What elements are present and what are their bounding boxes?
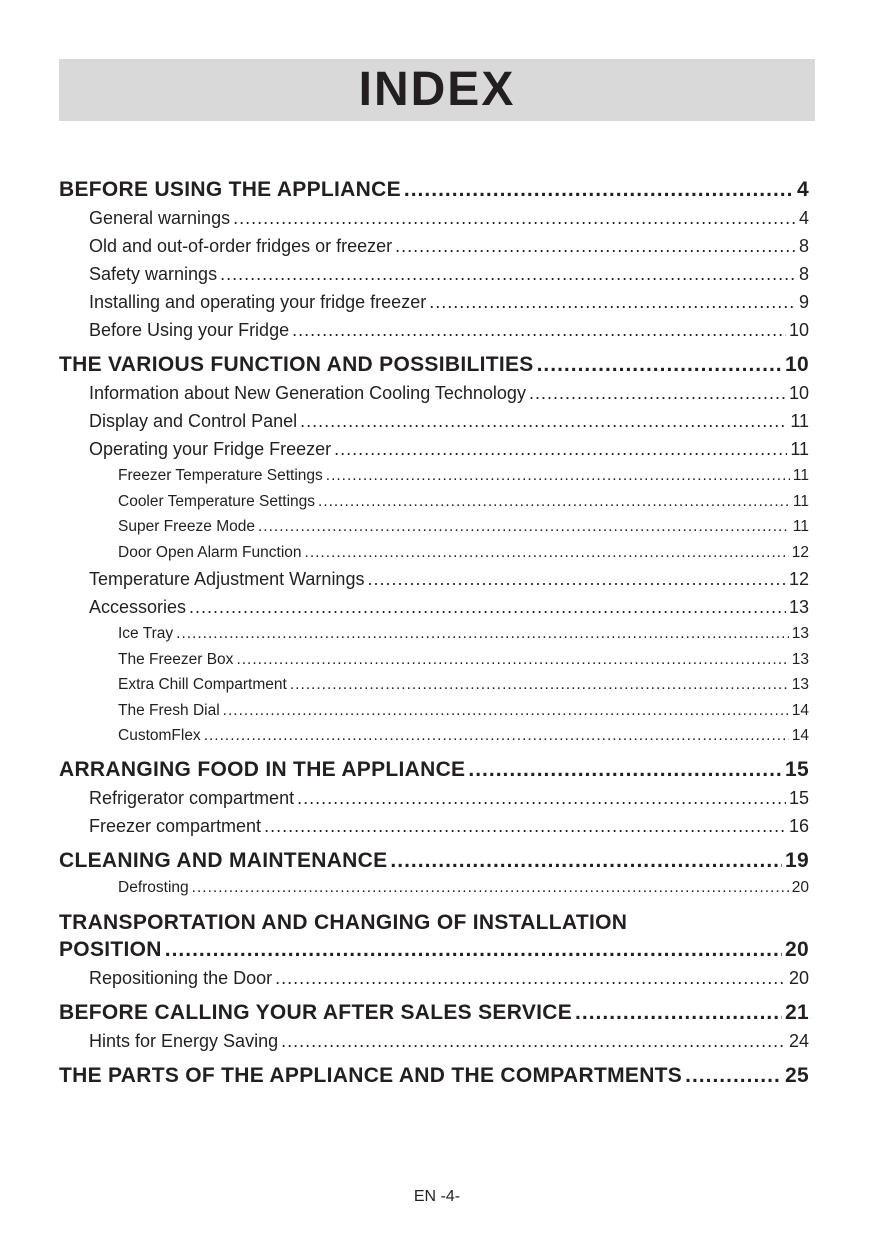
toc-entry[interactable]	[59, 379, 809, 407]
toc-entry-label: THE PARTS OF THE APPLIANCE AND THE COMPARTMENTS	[59, 1064, 683, 1087]
toc-entry-page: 15	[785, 757, 809, 781]
toc-entry[interactable]	[59, 232, 809, 260]
dot-leader	[305, 540, 789, 566]
toc-entry-label: Information about New Generation Cooling Technology	[89, 383, 526, 403]
toc-entry[interactable]	[59, 351, 809, 379]
toc-entry[interactable]	[59, 260, 809, 288]
toc-entry[interactable]	[59, 435, 809, 463]
dot-leader	[395, 232, 796, 260]
dot-leader	[367, 565, 786, 593]
toc-entry-page: 15	[788, 787, 809, 808]
toc-entry[interactable]	[59, 756, 809, 784]
page-title: INDEX	[358, 63, 516, 116]
toc-entry-page: 10	[788, 383, 809, 403]
toc-entry-label: BEFORE USING THE APPLIANCE	[59, 178, 401, 201]
toc-entry[interactable]	[59, 489, 809, 515]
toc-entry-label: Cooler Temperature Settings	[118, 492, 316, 510]
dot-leader	[290, 672, 789, 698]
toc-entry-label: Operating your Fridge Freezer	[89, 439, 332, 459]
toc-entry-label: POSITION	[59, 938, 162, 961]
toc-entry-label: Accessories	[89, 597, 187, 617]
toc-entry[interactable]	[59, 647, 809, 673]
toc-entry[interactable]	[59, 1062, 809, 1090]
toc-entry-page: 16	[788, 815, 809, 836]
toc-entry-label: Installing and operating your fridge freezer	[89, 292, 427, 312]
toc-entry[interactable]	[59, 723, 809, 749]
toc-entry[interactable]	[59, 964, 809, 992]
toc-entry-page: 11	[790, 439, 809, 459]
toc-entry[interactable]	[59, 812, 809, 840]
toc-entry-page: 20	[791, 878, 809, 896]
toc-entry-page: 25	[785, 1064, 809, 1087]
toc-entry-page: 14	[791, 701, 809, 719]
toc-entry-label: Temperature Adjustment Warnings	[89, 569, 365, 589]
toc-entry[interactable]	[59, 1027, 809, 1055]
toc-entry-label: The Freezer Box	[118, 650, 234, 668]
dot-leader	[318, 489, 790, 515]
toc-entry[interactable]	[59, 999, 809, 1027]
toc-entry-label: Safety warnings	[89, 264, 218, 284]
toc-entry-label: CLEANING AND MAINTENANCE	[59, 848, 388, 872]
toc-entry[interactable]	[59, 698, 809, 724]
toc-entry-label: CustomFlex	[118, 727, 201, 744]
dot-leader	[292, 316, 786, 344]
dot-leader	[189, 593, 786, 621]
toc-entry[interactable]	[59, 514, 809, 540]
toc-entry-page: 12	[788, 569, 809, 589]
toc-entry-label: Repositioning the Door	[89, 968, 273, 988]
toc-entry[interactable]	[59, 593, 809, 621]
toc-entry-label: Freezer Temperature Settings	[118, 467, 323, 484]
toc-entry-page: 11	[792, 467, 809, 484]
toc-entry[interactable]	[59, 875, 809, 901]
toc-entry[interactable]	[59, 316, 809, 344]
toc-entry-label: BEFORE CALLING YOUR AFTER SALES SERVICE	[59, 1001, 573, 1024]
toc-entry-page: 13	[791, 650, 809, 668]
toc-entry-label: The Fresh Dial	[118, 701, 220, 719]
dot-leader	[233, 204, 796, 232]
dot-leader	[326, 463, 790, 489]
dot-leader	[404, 176, 794, 204]
dot-leader	[281, 1027, 786, 1055]
dot-leader	[264, 812, 786, 840]
toc-entry-label: Ice Tray	[118, 625, 174, 642]
dot-leader	[529, 379, 786, 407]
toc-entry-page: 8	[798, 236, 809, 256]
toc-entry-label: Defrosting	[118, 878, 189, 896]
toc-entry-page: 10	[785, 353, 809, 376]
dot-leader	[223, 698, 789, 724]
toc-entry[interactable]	[59, 784, 809, 812]
toc-entry-page: 11	[792, 492, 809, 510]
toc-entry-label: Freezer compartment	[89, 815, 262, 836]
toc-entry-label: Old and out-of-order fridges or freezer	[89, 236, 393, 256]
toc-entry[interactable]	[59, 847, 809, 875]
dot-leader	[390, 847, 782, 875]
toc-entry-page: 4	[797, 178, 809, 201]
toc-entry-page: 13	[791, 676, 809, 693]
toc-entry-label: THE VARIOUS FUNCTION AND POSSIBILITIES	[59, 353, 534, 376]
toc-entry-page: 11	[790, 411, 809, 431]
toc-entry-label: Extra Chill Compartment	[118, 676, 287, 693]
dot-leader	[236, 647, 788, 673]
dot-leader	[468, 756, 782, 784]
dot-leader	[334, 435, 787, 463]
index-title-bar	[59, 59, 815, 121]
toc-entry[interactable]	[59, 621, 809, 647]
toc-entry-page: 13	[788, 597, 809, 617]
dot-leader	[176, 621, 789, 647]
toc-entry[interactable]	[59, 407, 809, 435]
toc-entry-label-line1: TRANSPORTATION AND CHANGING OF INSTALLATION	[59, 911, 628, 934]
toc-entry-label: ARRANGING FOOD IN THE APPLIANCE	[59, 757, 466, 781]
toc-entry[interactable]	[59, 204, 809, 232]
toc-entry-page: 24	[788, 1031, 809, 1051]
dot-leader	[300, 407, 787, 435]
toc-entry-page: 12	[791, 543, 809, 561]
dot-leader	[297, 784, 786, 812]
dot-leader	[165, 936, 782, 964]
dot-leader	[258, 514, 790, 540]
dot-leader	[575, 999, 782, 1027]
toc-entry-label: Refrigerator compartment	[89, 787, 295, 808]
toc-entry-label: General warnings	[89, 208, 231, 228]
toc-entry-label: Super Freeze Mode	[118, 518, 255, 535]
toc-entry[interactable]	[59, 672, 809, 698]
toc-entry-label: Hints for Energy Saving	[89, 1031, 279, 1051]
toc-entry-page: 10	[788, 320, 809, 340]
dot-leader	[685, 1062, 782, 1090]
dot-leader	[192, 875, 789, 901]
table-of-contents	[59, 172, 809, 1090]
toc-entry	[59, 936, 809, 964]
toc-entry-page: 8	[798, 264, 809, 284]
toc-entry-label: Display and Control Panel	[89, 411, 298, 431]
toc-entry-label: Door Open Alarm Function	[118, 543, 302, 561]
toc-entry-page: 21	[785, 1001, 809, 1024]
dot-leader	[220, 260, 796, 288]
toc-entry-page: 13	[791, 625, 809, 642]
dot-leader	[537, 351, 782, 379]
dot-leader	[429, 288, 796, 316]
toc-entry-page: 20	[788, 968, 809, 988]
dot-leader	[204, 723, 789, 749]
toc-entry[interactable]	[59, 565, 809, 593]
toc-entry-page: 11	[792, 518, 809, 535]
toc-entry-page: 14	[791, 727, 809, 744]
toc-entry[interactable]	[59, 288, 809, 316]
dot-leader	[275, 964, 786, 992]
toc-entry[interactable]	[59, 463, 809, 489]
page-footer: EN -4-	[413, 1188, 461, 1205]
toc-entry[interactable]	[59, 176, 809, 204]
toc-entry[interactable]	[59, 540, 809, 566]
toc-entry-label: Before Using your Fridge	[89, 320, 290, 340]
toc-entry-multiline[interactable]	[59, 909, 809, 964]
toc-entry-page: 9	[798, 292, 809, 312]
toc-entry-page: 4	[798, 208, 809, 228]
toc-entry-page: 20	[785, 938, 809, 961]
toc-entry-page: 19	[785, 848, 809, 872]
